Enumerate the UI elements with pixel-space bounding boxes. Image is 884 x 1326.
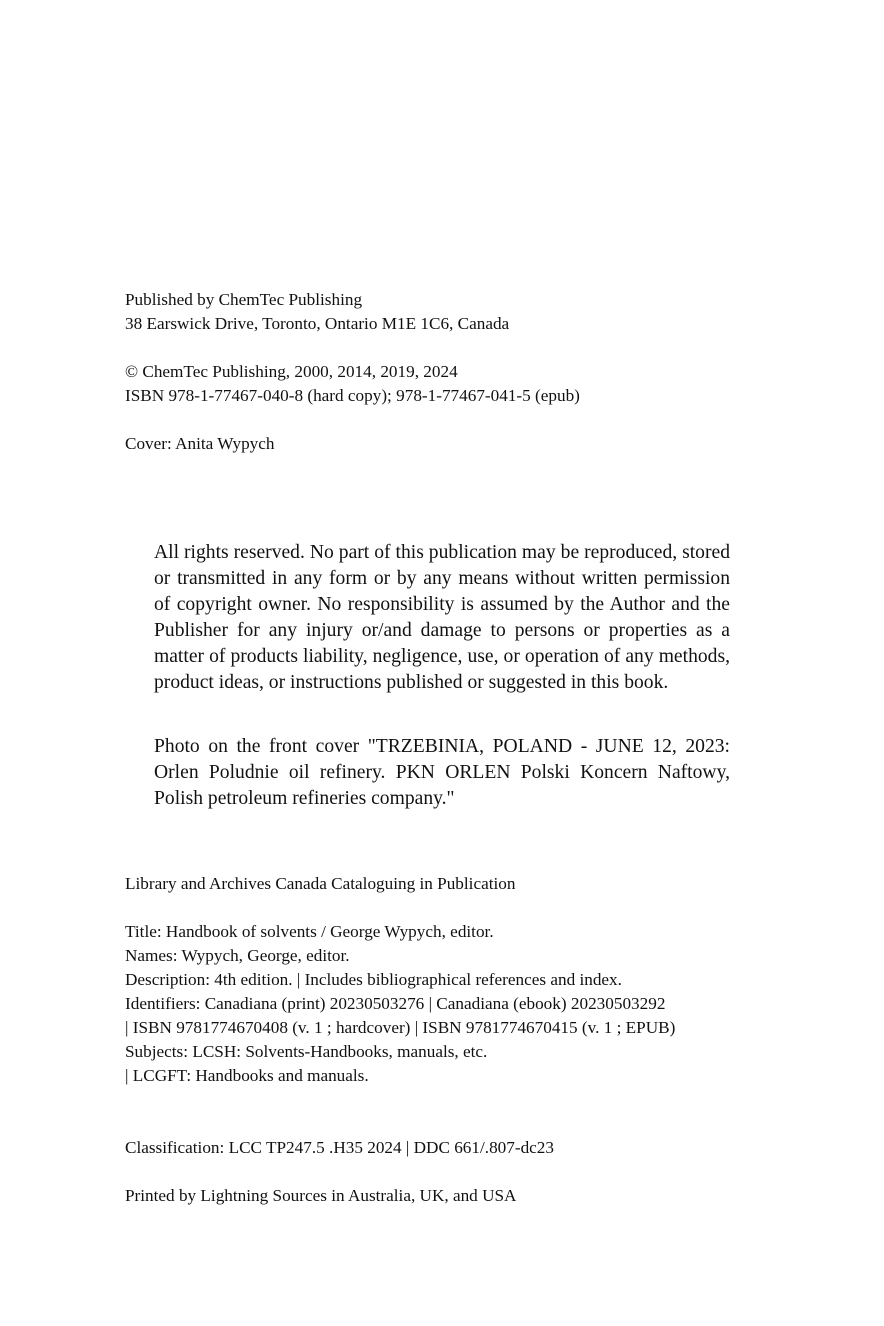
classification-line: Classification: LCC TP247.5 .H35 2024 | DDC 661/.807-dc23 [125, 1138, 554, 1157]
photo-paragraph: Photo on the front cover "TRZEBINIA, POLAND - JUNE 12, 2023: Orlen Poludnie oil refinery. PKN ORLEN Polski Koncern Naftowy, Polish petroleum refineries company." [154, 736, 730, 809]
cataloguing-subjects-cont: | LCGFT: Handbooks and manuals. [125, 1066, 369, 1085]
cataloguing-subjects: Subjects: LCSH: Solvents-Handbooks, manuals, etc. [125, 1042, 488, 1061]
cataloguing-names: Names: Wypych, George, editor. [125, 946, 350, 965]
cover-credit: Cover: Anita Wypych [125, 434, 275, 453]
cataloguing-identifiers: Identifiers: Canadiana (print) 20230503276 | Canadiana (ebook) 20230503292 [125, 994, 666, 1013]
photo-notice [154, 734, 730, 812]
cataloguing-title: Title: Handbook of solvents / George Wypych, editor. [125, 922, 494, 941]
publisher-name: Published by ChemTec Publishing [125, 290, 363, 309]
rights-paragraph: All rights reserved. No part of this publication may be reproduced, stored or transmitted in any form or by any means without written permission of copyright owner. No responsibility is assumed by the Author and the Publisher for any injury or/and damage to persons or properties as a matter of products liability, negligence, use, or operation of any methods, product ideas, or instructions published or suggested in this book. [154, 542, 730, 693]
copyright-line: © ChemTec Publishing, 2000, 2014, 2019, 2024 [125, 362, 458, 381]
cataloguing-heading: Library and Archives Canada Cataloguing in Publication [125, 874, 516, 893]
isbn-line: ISBN 978-1-77467-040-8 (hard copy); 978-1-77467-041-5 (epub) [125, 386, 580, 405]
publisher-address: 38 Earswick Drive, Toronto, Ontario M1E 1C6, Canada [125, 314, 510, 333]
printed-by-line: Printed by Lightning Sources in Australia, UK, and USA [125, 1186, 517, 1205]
cataloguing-description: Description: 4th edition. | Includes bibliographical references and index. [125, 970, 622, 989]
rights-notice [154, 540, 730, 696]
cataloguing-identifiers-cont: | ISBN 9781774670408 (v. 1 ; hardcover) | ISBN 9781774670415 (v. 1 ; EPUB) [125, 1018, 676, 1037]
